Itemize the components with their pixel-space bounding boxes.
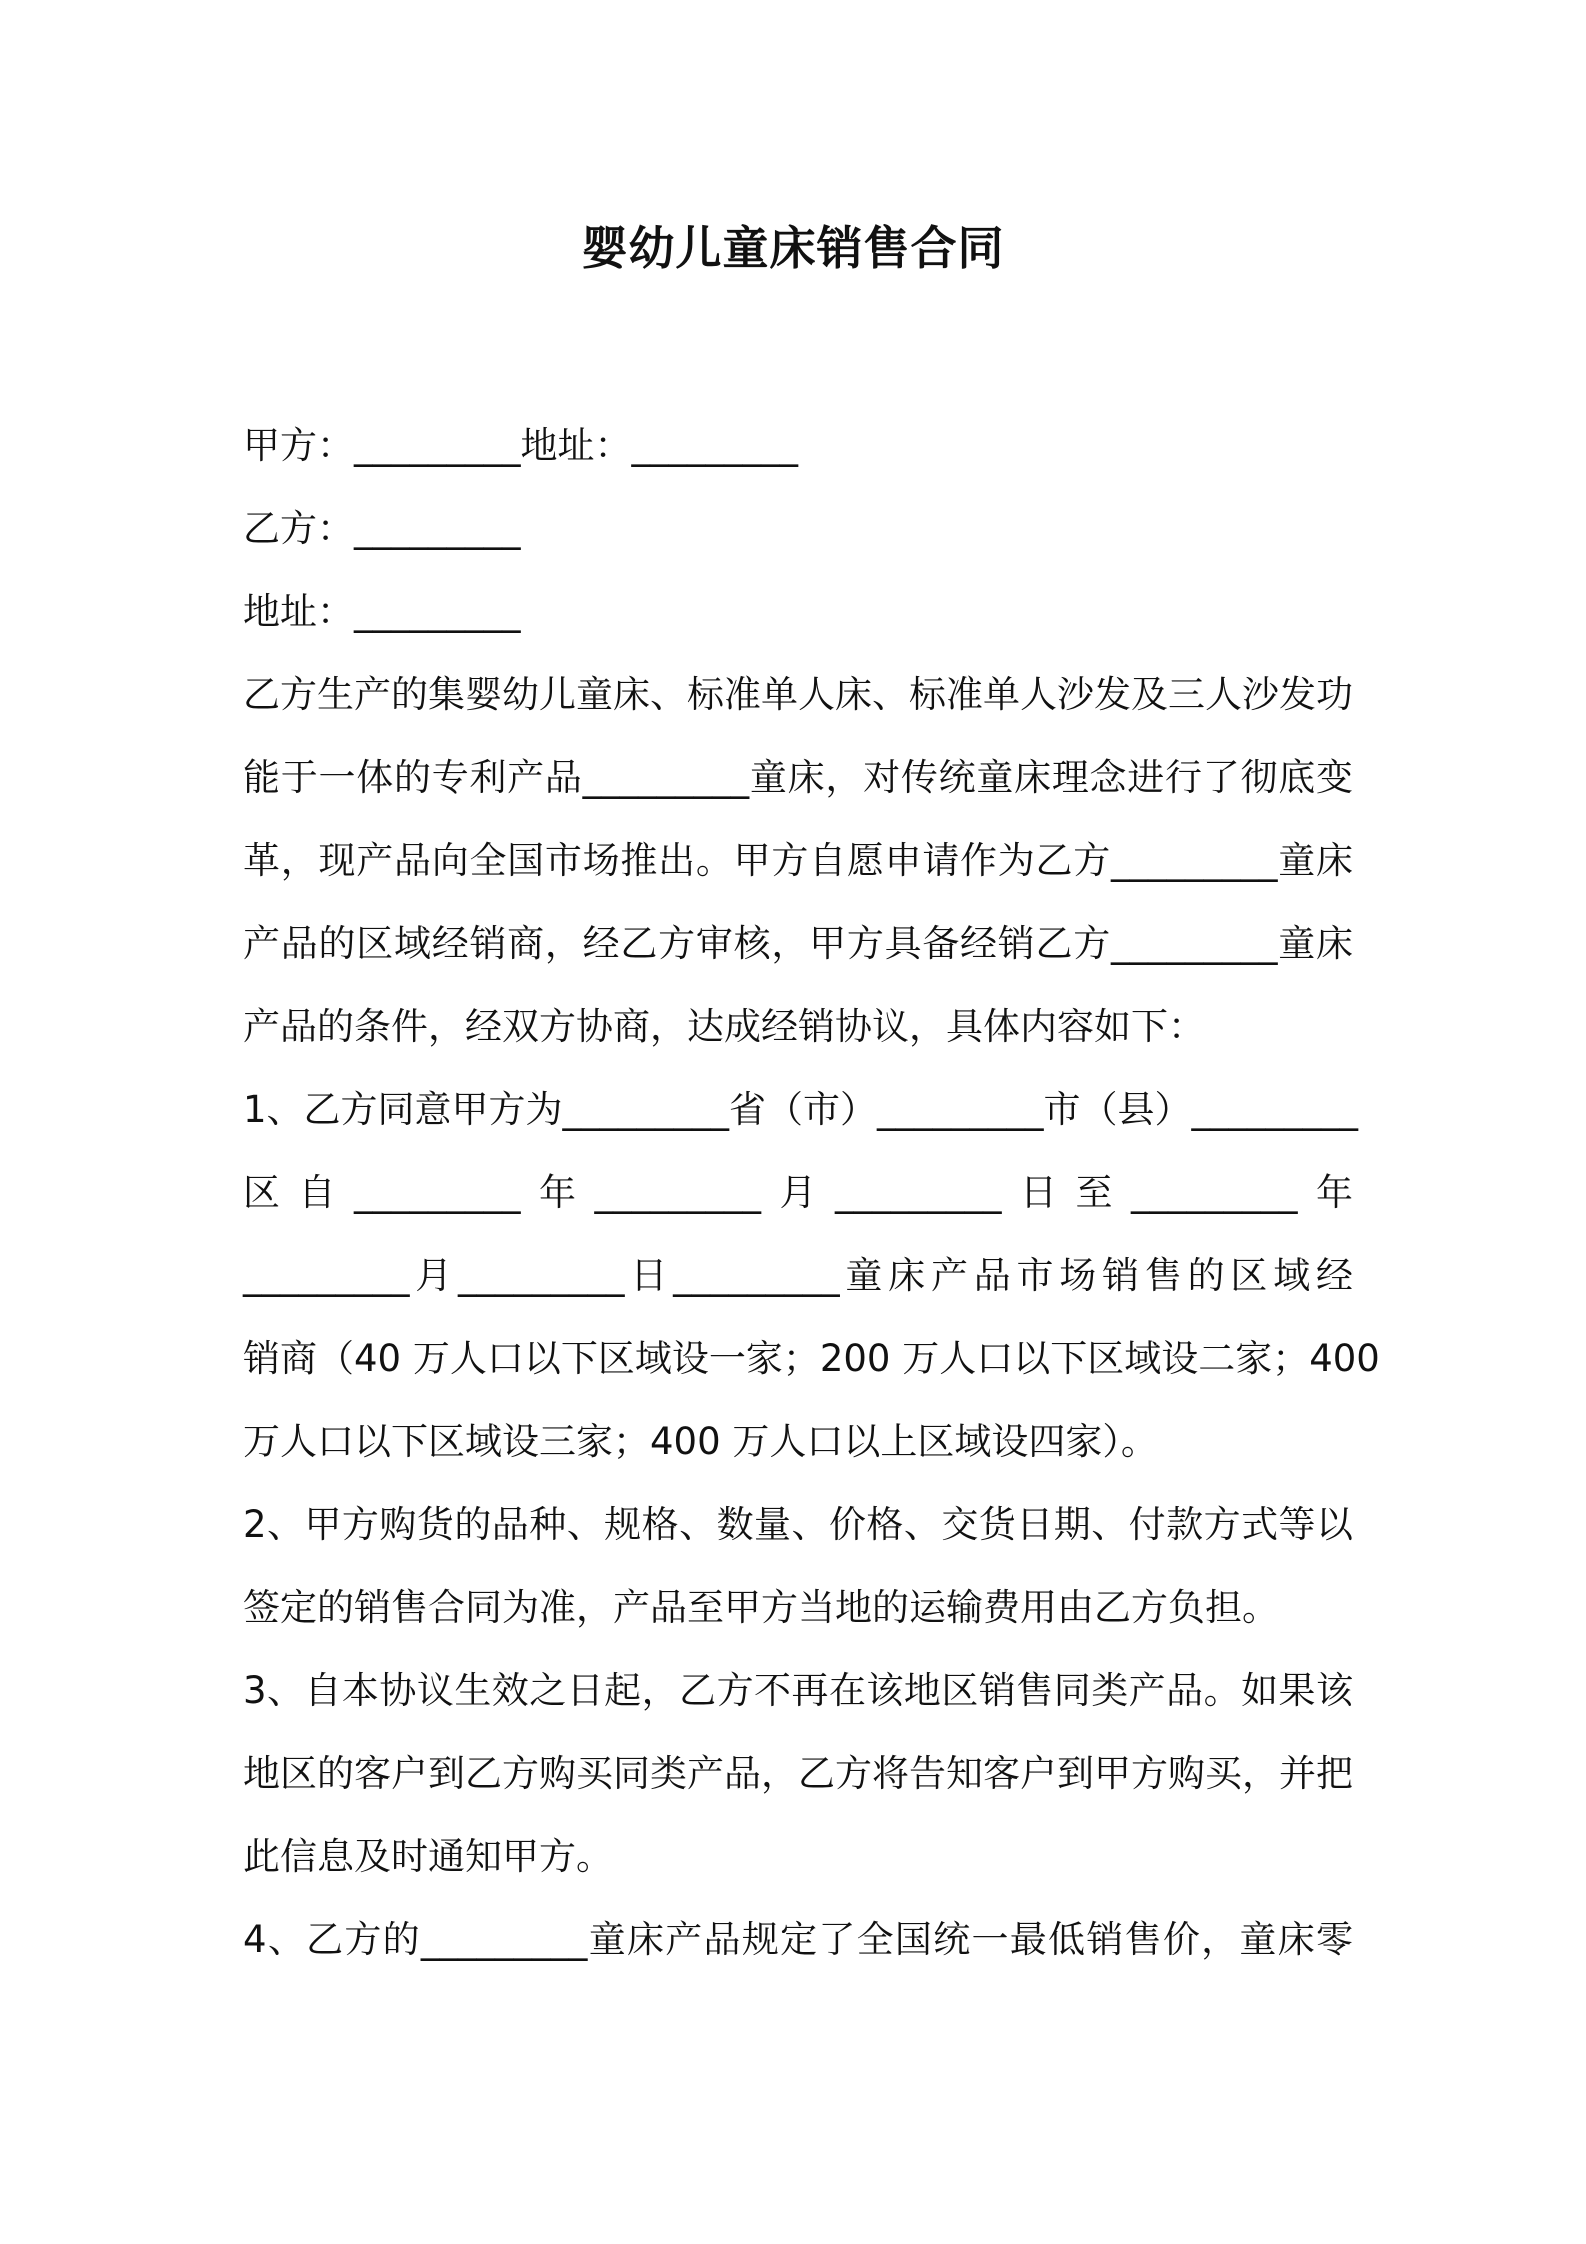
document-body <box>243 404 1380 1981</box>
clause-3-line: 地区的客户到乙方购买同类产品，乙方将告知客户到甲方购买，并把 <box>243 1752 1353 1795</box>
party-a-line: 甲方：_________地址：_________ <box>243 424 798 467</box>
clause-4-line: 4、乙方的_________童床产品规定了全国统一最低销售价，童床零 <box>243 1918 1353 1961</box>
clause-1-line: 1、乙方同意甲方为_________省（市）_________市（县）_________ <box>243 1088 1359 1131</box>
clause-2-line: 签定的销售合同为准，产品至甲方当地的运输费用由乙方负担。 <box>243 1586 1279 1629</box>
intro-line: 革，现产品向全国市场推出。甲方自愿申请作为乙方_________童床 <box>243 839 1353 882</box>
clause-1-line: 销商（40 万人口以下区域设一家；200 万人口以下区域设二家；400 <box>243 1337 1380 1380</box>
clause-1-line: 万人口以下区域设三家；400 万人口以上区域设四家）。 <box>243 1420 1158 1463</box>
intro-line: 能于一体的专利产品_________童床，对传统童床理念进行了彻底变 <box>243 756 1353 799</box>
clause-3-line: 3、自本协议生效之日起，乙方不再在该地区销售同类产品。如果该 <box>243 1669 1353 1712</box>
document-title: 婴幼儿童床销售合同 <box>581 221 1005 275</box>
clause-3-line: 此信息及时通知甲方。 <box>243 1835 613 1878</box>
clause-2-line: 2、甲方购货的品种、规格、数量、价格、交货日期、付款方式等以 <box>243 1503 1353 1546</box>
party-b-address-line: 地址：_________ <box>243 590 521 633</box>
clause-1-line: _________月_________日_________童床产品市场销售的区域经 <box>243 1254 1353 1297</box>
intro-line: 乙方生产的集婴幼儿童床、标准单人床、标准单人沙发及三人沙发功 <box>243 673 1353 716</box>
intro-line: 产品的条件，经双方协商，达成经销协议，具体内容如下： <box>243 1005 1205 1048</box>
clause-1-line: 区自_________年_________月_________日至_________年 <box>243 1171 1353 1214</box>
intro-line: 产品的区域经销商，经乙方审核，甲方具备经销乙方_________童床 <box>243 922 1353 965</box>
party-b-line: 乙方：_________ <box>243 507 521 550</box>
